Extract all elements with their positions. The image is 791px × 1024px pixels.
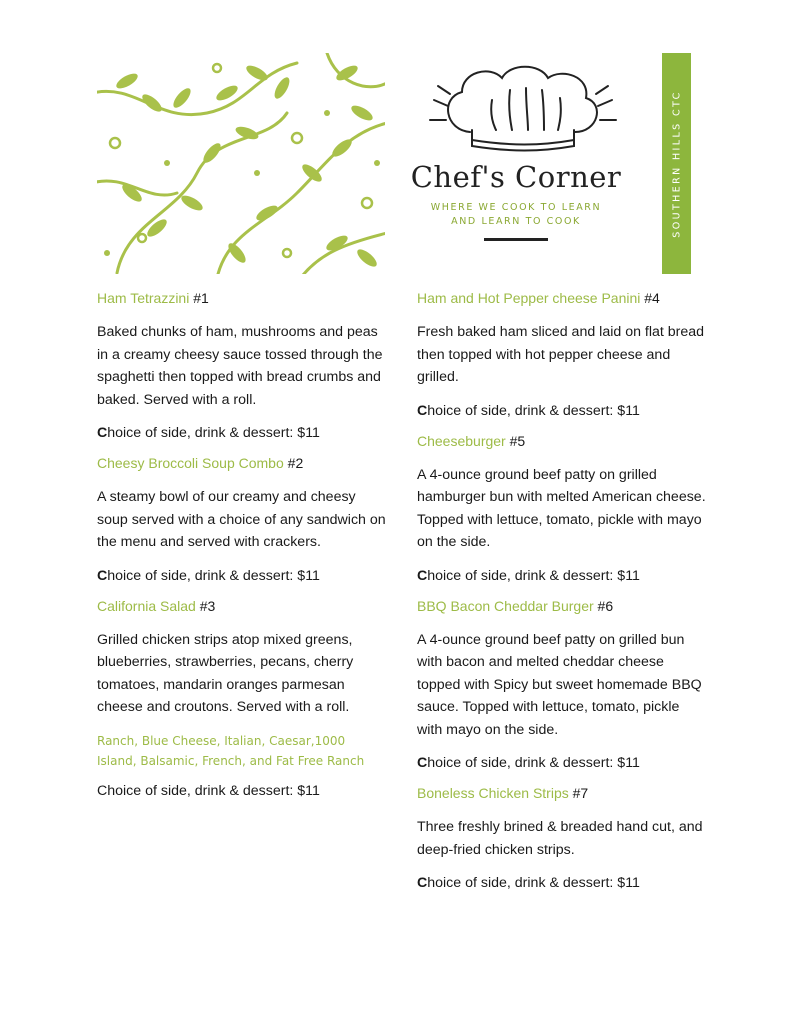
dressing-options: Ranch, Blue Cheese, Italian, Caesar,1000 Island, Balsamic, French, and Fat Free Ranch bbox=[97, 733, 365, 768]
item-number: #1 bbox=[193, 290, 209, 306]
item-description: Baked chunks of ham, mushrooms and peas in a creamy cheesy sauce tossed through the spaghetti then topped with bread crumbs and baked. Served with a roll. bbox=[97, 324, 383, 408]
chef-hat-icon bbox=[400, 60, 632, 160]
item-name: Ham Tetrazzini bbox=[97, 290, 194, 306]
item-heading bbox=[417, 289, 707, 308]
vine-illustration bbox=[97, 53, 385, 274]
menu-item bbox=[97, 289, 387, 443]
vine-leaves-icon bbox=[97, 53, 385, 274]
side-band bbox=[662, 53, 691, 274]
menu-column-right bbox=[417, 289, 707, 904]
item-name: California Salad bbox=[97, 597, 200, 614]
menu-item bbox=[97, 454, 387, 586]
price-initial: C bbox=[97, 425, 108, 441]
item-price bbox=[417, 566, 707, 586]
item-number: #2 bbox=[287, 455, 304, 471]
logo-divider bbox=[484, 238, 548, 241]
price-initial: C bbox=[417, 402, 428, 419]
item-heading bbox=[97, 597, 387, 616]
item-price bbox=[417, 401, 707, 421]
item-price bbox=[97, 781, 387, 801]
price-initial: C bbox=[417, 875, 428, 891]
logo-tagline-line2: AND LEARN TO COOK bbox=[451, 216, 581, 227]
item-price bbox=[417, 873, 707, 893]
price-text: Choice of side, drink & dessert: $11 bbox=[97, 782, 320, 799]
price-initial: C bbox=[417, 755, 428, 771]
menu-column-left bbox=[97, 289, 387, 812]
item-name: Cheeseburger bbox=[417, 432, 510, 449]
chefs-corner-logo bbox=[400, 60, 640, 260]
item-heading bbox=[97, 289, 387, 308]
logo-tagline-line1: WHERE WE COOK TO LEARN bbox=[430, 202, 602, 213]
price-text: hoice of side, drink & dessert: $11 bbox=[427, 875, 640, 891]
item-description: Fresh baked ham sliced and laid on flat bread then topped with hot pepper cheese and grilled. bbox=[417, 324, 705, 385]
item-number: #3 bbox=[199, 597, 216, 614]
item-description: A 4-ounce ground beef patty on grilled bun with bacon and melted cheddar cheese topped with Spicy but sweet homemade BBQ sauce. Topped with lettuce, tomato, pickle with mayo on the side. bbox=[417, 631, 702, 738]
item-heading bbox=[417, 432, 707, 451]
price-text: hoice of side, drink & dessert: $11 bbox=[427, 402, 640, 419]
item-price bbox=[97, 566, 387, 586]
logo-title: Chef's Corner bbox=[410, 160, 622, 194]
item-heading bbox=[417, 784, 707, 803]
item-name: Ham and Hot Pepper cheese Panini bbox=[417, 290, 645, 306]
item-description: Three freshly brined & breaded hand cut, and deep-fried chicken strips. bbox=[417, 819, 703, 858]
item-number: #6 bbox=[597, 597, 614, 614]
price-text: hoice of side, drink & dessert: $11 bbox=[107, 567, 320, 584]
menu-item bbox=[417, 432, 707, 586]
price-text: hoice of side, drink & dessert: $11 bbox=[427, 755, 640, 771]
item-name: BBQ Bacon Cheddar Burger bbox=[417, 597, 598, 614]
item-number: #7 bbox=[572, 785, 589, 801]
item-price bbox=[417, 753, 707, 773]
price-text: hoice of side, drink & dessert: $11 bbox=[107, 425, 320, 441]
item-number: #4 bbox=[644, 290, 660, 306]
item-name: Boneless Chicken Strips bbox=[417, 785, 573, 801]
menu-item bbox=[97, 597, 387, 801]
item-number: #5 bbox=[509, 432, 526, 449]
item-heading bbox=[97, 454, 387, 473]
item-description: Grilled chicken strips atop mixed greens, blueberries, strawberries, pecans, cherry tomatoes, mandarin oranges parmesan cheese and croutons. Served with a roll. bbox=[97, 631, 354, 715]
item-name: Cheesy Broccoli Soup Combo bbox=[97, 455, 288, 471]
menu-item bbox=[417, 784, 707, 893]
item-description: A 4-ounce ground beef patty on grilled hamburger bun with melted American cheese. Topped with lettuce, tomato, pickle with mayo on the side. bbox=[417, 466, 706, 550]
menu-item bbox=[417, 289, 707, 421]
item-description: A steamy bowl of our creamy and cheesy soup served with a choice of any sandwich on the menu and served with crackers. bbox=[97, 489, 386, 550]
item-heading bbox=[417, 597, 707, 616]
item-price bbox=[97, 423, 387, 443]
price-initial: C bbox=[417, 567, 428, 584]
price-text: hoice of side, drink & dessert: $11 bbox=[427, 567, 640, 584]
price-initial: C bbox=[97, 567, 108, 584]
side-band-text: SOUTHERN HILLS CTC bbox=[671, 89, 682, 238]
menu-item bbox=[417, 597, 707, 774]
